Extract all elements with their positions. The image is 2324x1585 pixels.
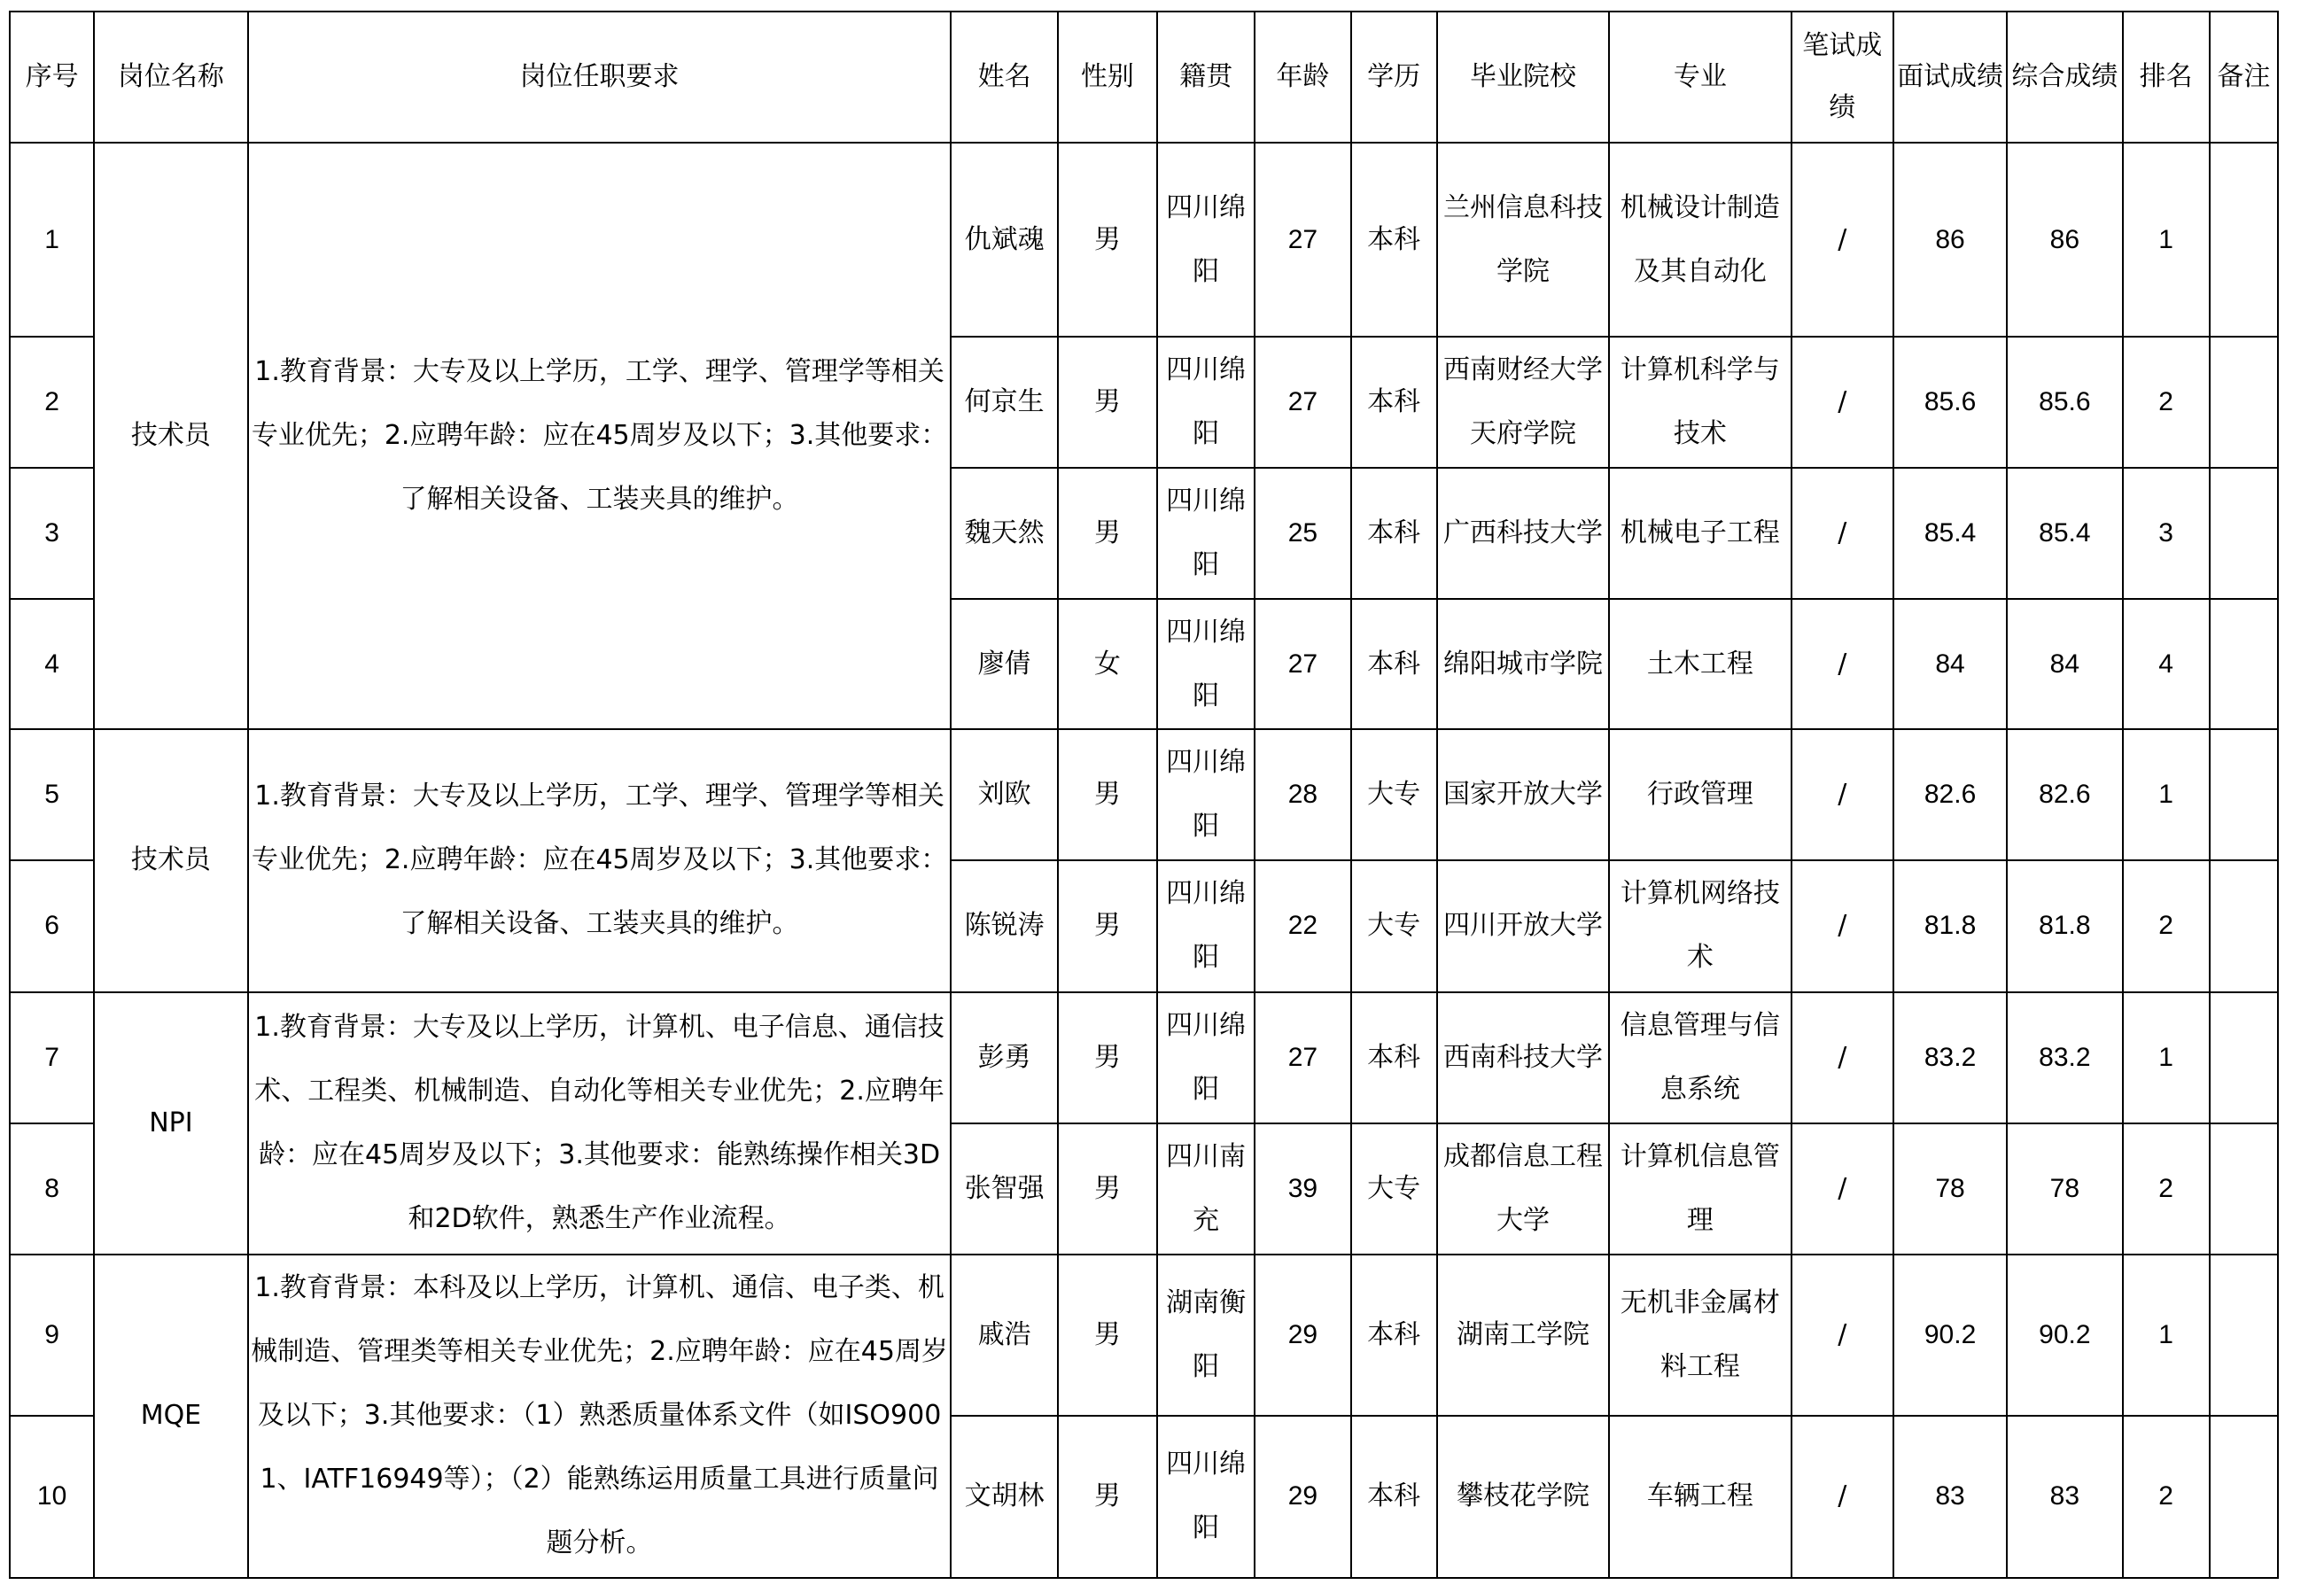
cell-education: 本科: [1351, 992, 1437, 1123]
cell-requirements: 1.教育背景：大专及以上学历，工学、理学、管理学等相关专业优先；2.应聘年龄：应在45周岁及以下；3.其他要求：了解相关设备、工装夹具的维护。: [248, 143, 952, 729]
cell-gender: 男: [1058, 1255, 1157, 1416]
cell-school: 西南财经大学天府学院: [1437, 337, 1609, 468]
cell-written-score: /: [1792, 143, 1893, 337]
cell-name: 文胡林: [951, 1416, 1057, 1578]
cell-requirements: 1.教育背景：大专及以上学历，计算机、电子信息、通信技术、工程类、机械制造、自动化等相关专业优先；2.应聘年龄：应在45周岁及以下；3.其他要求：能熟练操作相关3D和2D软件，熟悉生产作业流程。: [248, 992, 952, 1255]
cell-interview-score: 85.4: [1893, 468, 2007, 599]
cell-written-score: /: [1792, 1416, 1893, 1578]
cell-major: 计算机信息管理: [1609, 1123, 1791, 1255]
cell-name: 何京生: [951, 337, 1057, 468]
cell-written-score: /: [1792, 860, 1893, 991]
cell-seq: 7: [10, 992, 94, 1123]
cell-gender: 男: [1058, 1416, 1157, 1578]
cell-school: 广西科技大学: [1437, 468, 1609, 599]
cell-written-score: /: [1792, 468, 1893, 599]
cell-remarks: [2210, 992, 2278, 1123]
cell-origin: 四川绵阳: [1157, 599, 1255, 729]
cell-rank: 1: [2123, 729, 2210, 860]
cell-interview-score: 85.6: [1893, 337, 2007, 468]
cell-rank: 2: [2123, 1416, 2210, 1578]
cell-age: 28: [1255, 729, 1350, 860]
cell-seq: 4: [10, 599, 94, 729]
cell-major: 车辆工程: [1609, 1416, 1791, 1578]
cell-interview-score: 84: [1893, 599, 2007, 729]
cell-origin: 四川南充: [1157, 1123, 1255, 1255]
header-rank: 排名: [2123, 12, 2210, 143]
cell-position: MQE: [94, 1255, 247, 1578]
cell-name: 仇斌魂: [951, 143, 1057, 337]
cell-origin: 四川绵阳: [1157, 992, 1255, 1123]
cell-name: 戚浩: [951, 1255, 1057, 1416]
cell-major: 计算机网络技术: [1609, 860, 1791, 991]
cell-origin: 四川绵阳: [1157, 143, 1255, 337]
cell-seq: 2: [10, 337, 94, 468]
cell-school: 湖南工学院: [1437, 1255, 1609, 1416]
cell-remarks: [2210, 1416, 2278, 1578]
cell-major: 无机非金属材料工程: [1609, 1255, 1791, 1416]
cell-remarks: [2210, 468, 2278, 599]
cell-education: 本科: [1351, 337, 1437, 468]
cell-gender: 男: [1058, 143, 1157, 337]
cell-age: 25: [1255, 468, 1350, 599]
cell-origin: 四川绵阳: [1157, 1416, 1255, 1578]
table-row: [10, 1255, 2278, 1416]
cell-gender: 男: [1058, 992, 1157, 1123]
cell-rank: 3: [2123, 468, 2210, 599]
table-row: [10, 992, 2278, 1123]
header-position: 岗位名称: [94, 12, 247, 143]
results-table: [9, 11, 2279, 1579]
cell-total-score: 85.4: [2007, 468, 2122, 599]
cell-age: 27: [1255, 337, 1350, 468]
cell-gender: 男: [1058, 468, 1157, 599]
cell-requirements: 1.教育背景：本科及以上学历，计算机、通信、电子类、机械制造、管理类等相关专业优先；2.应聘年龄：应在45周岁及以下；3.其他要求：（1）熟悉质量体系文件（如ISO9001、IATF16949等）；（2）能熟练运用质量工具进行质量问题分析。: [248, 1255, 952, 1578]
cell-name: 彭勇: [951, 992, 1057, 1123]
cell-name: 廖倩: [951, 599, 1057, 729]
cell-position: 技术员: [94, 143, 247, 729]
cell-seq: 5: [10, 729, 94, 860]
cell-age: 27: [1255, 992, 1350, 1123]
cell-gender: 女: [1058, 599, 1157, 729]
cell-interview-score: 82.6: [1893, 729, 2007, 860]
header-written-score: 笔试成绩: [1792, 12, 1893, 143]
header-seq: 序号: [10, 12, 94, 143]
header-origin: 籍贯: [1157, 12, 1255, 143]
cell-requirements: 1.教育背景：大专及以上学历，工学、理学、管理学等相关专业优先；2.应聘年龄：应在45周岁及以下；3.其他要求：了解相关设备、工装夹具的维护。: [248, 729, 952, 991]
cell-major: 机械电子工程: [1609, 468, 1791, 599]
table-row: [10, 729, 2278, 860]
cell-total-score: 86: [2007, 143, 2122, 337]
cell-school: 四川开放大学: [1437, 860, 1609, 991]
cell-education: 本科: [1351, 468, 1437, 599]
cell-gender: 男: [1058, 1123, 1157, 1255]
cell-written-score: /: [1792, 599, 1893, 729]
cell-interview-score: 81.8: [1893, 860, 2007, 991]
cell-age: 22: [1255, 860, 1350, 991]
cell-gender: 男: [1058, 860, 1157, 991]
cell-interview-score: 90.2: [1893, 1255, 2007, 1416]
cell-position: 技术员: [94, 729, 247, 991]
cell-interview-score: 83: [1893, 1416, 2007, 1578]
cell-education: 大专: [1351, 860, 1437, 991]
cell-age: 39: [1255, 1123, 1350, 1255]
cell-major: 信息管理与信息系统: [1609, 992, 1791, 1123]
cell-gender: 男: [1058, 729, 1157, 860]
cell-rank: 1: [2123, 992, 2210, 1123]
cell-school: 绵阳城市学院: [1437, 599, 1609, 729]
cell-remarks: [2210, 337, 2278, 468]
cell-education: 本科: [1351, 1416, 1437, 1578]
cell-remarks: [2210, 860, 2278, 991]
cell-written-score: /: [1792, 729, 1893, 860]
header-age: 年龄: [1255, 12, 1350, 143]
cell-education: 大专: [1351, 1123, 1437, 1255]
cell-total-score: 90.2: [2007, 1255, 2122, 1416]
cell-origin: 湖南衡阳: [1157, 1255, 1255, 1416]
cell-age: 27: [1255, 143, 1350, 337]
cell-interview-score: 78: [1893, 1123, 2007, 1255]
cell-total-score: 85.6: [2007, 337, 2122, 468]
cell-total-score: 83: [2007, 1416, 2122, 1578]
header-row: [10, 12, 2278, 143]
header-remarks: 备注: [2210, 12, 2278, 143]
cell-origin: 四川绵阳: [1157, 468, 1255, 599]
cell-education: 本科: [1351, 599, 1437, 729]
cell-rank: 1: [2123, 1255, 2210, 1416]
cell-seq: 3: [10, 468, 94, 599]
cell-written-score: /: [1792, 337, 1893, 468]
table-row: [10, 143, 2278, 337]
cell-interview-score: 83.2: [1893, 992, 2007, 1123]
header-gender: 性别: [1058, 12, 1157, 143]
cell-interview-score: 86: [1893, 143, 2007, 337]
header-name: 姓名: [951, 12, 1057, 143]
cell-seq: 6: [10, 860, 94, 991]
cell-major: 机械设计制造及其自动化: [1609, 143, 1791, 337]
cell-rank: 2: [2123, 860, 2210, 991]
cell-seq: 9: [10, 1255, 94, 1416]
cell-total-score: 84: [2007, 599, 2122, 729]
cell-school: 攀枝花学院: [1437, 1416, 1609, 1578]
cell-name: 魏天然: [951, 468, 1057, 599]
cell-written-score: /: [1792, 1123, 1893, 1255]
cell-position: NPI: [94, 992, 247, 1255]
cell-age: 29: [1255, 1416, 1350, 1578]
cell-remarks: [2210, 1123, 2278, 1255]
cell-school: 国家开放大学: [1437, 729, 1609, 860]
cell-name: 刘欧: [951, 729, 1057, 860]
cell-school: 西南科技大学: [1437, 992, 1609, 1123]
cell-school: 兰州信息科技学院: [1437, 143, 1609, 337]
cell-name: 陈锐涛: [951, 860, 1057, 991]
cell-remarks: [2210, 143, 2278, 337]
cell-rank: 2: [2123, 1123, 2210, 1255]
header-school: 毕业院校: [1437, 12, 1609, 143]
cell-remarks: [2210, 729, 2278, 860]
cell-origin: 四川绵阳: [1157, 860, 1255, 991]
cell-seq: 10: [10, 1416, 94, 1578]
cell-total-score: 83.2: [2007, 992, 2122, 1123]
cell-remarks: [2210, 599, 2278, 729]
cell-total-score: 82.6: [2007, 729, 2122, 860]
cell-school: 成都信息工程大学: [1437, 1123, 1609, 1255]
header-total-score: 综合成绩: [2007, 12, 2122, 143]
cell-gender: 男: [1058, 337, 1157, 468]
cell-remarks: [2210, 1255, 2278, 1416]
cell-origin: 四川绵阳: [1157, 729, 1255, 860]
header-requirements: 岗位任职要求: [248, 12, 952, 143]
cell-name: 张智强: [951, 1123, 1057, 1255]
cell-rank: 1: [2123, 143, 2210, 337]
cell-age: 27: [1255, 599, 1350, 729]
cell-seq: 1: [10, 143, 94, 337]
cell-seq: 8: [10, 1123, 94, 1255]
cell-origin: 四川绵阳: [1157, 337, 1255, 468]
cell-total-score: 81.8: [2007, 860, 2122, 991]
cell-education: 本科: [1351, 143, 1437, 337]
header-interview-score: 面试成绩: [1893, 12, 2007, 143]
cell-major: 土木工程: [1609, 599, 1791, 729]
cell-age: 29: [1255, 1255, 1350, 1416]
cell-written-score: /: [1792, 992, 1893, 1123]
cell-rank: 2: [2123, 337, 2210, 468]
cell-education: 大专: [1351, 729, 1437, 860]
cell-written-score: /: [1792, 1255, 1893, 1416]
header-education: 学历: [1351, 12, 1437, 143]
cell-total-score: 78: [2007, 1123, 2122, 1255]
header-major: 专业: [1609, 12, 1791, 143]
cell-major: 行政管理: [1609, 729, 1791, 860]
cell-education: 本科: [1351, 1255, 1437, 1416]
cell-rank: 4: [2123, 599, 2210, 729]
cell-major: 计算机科学与技术: [1609, 337, 1791, 468]
